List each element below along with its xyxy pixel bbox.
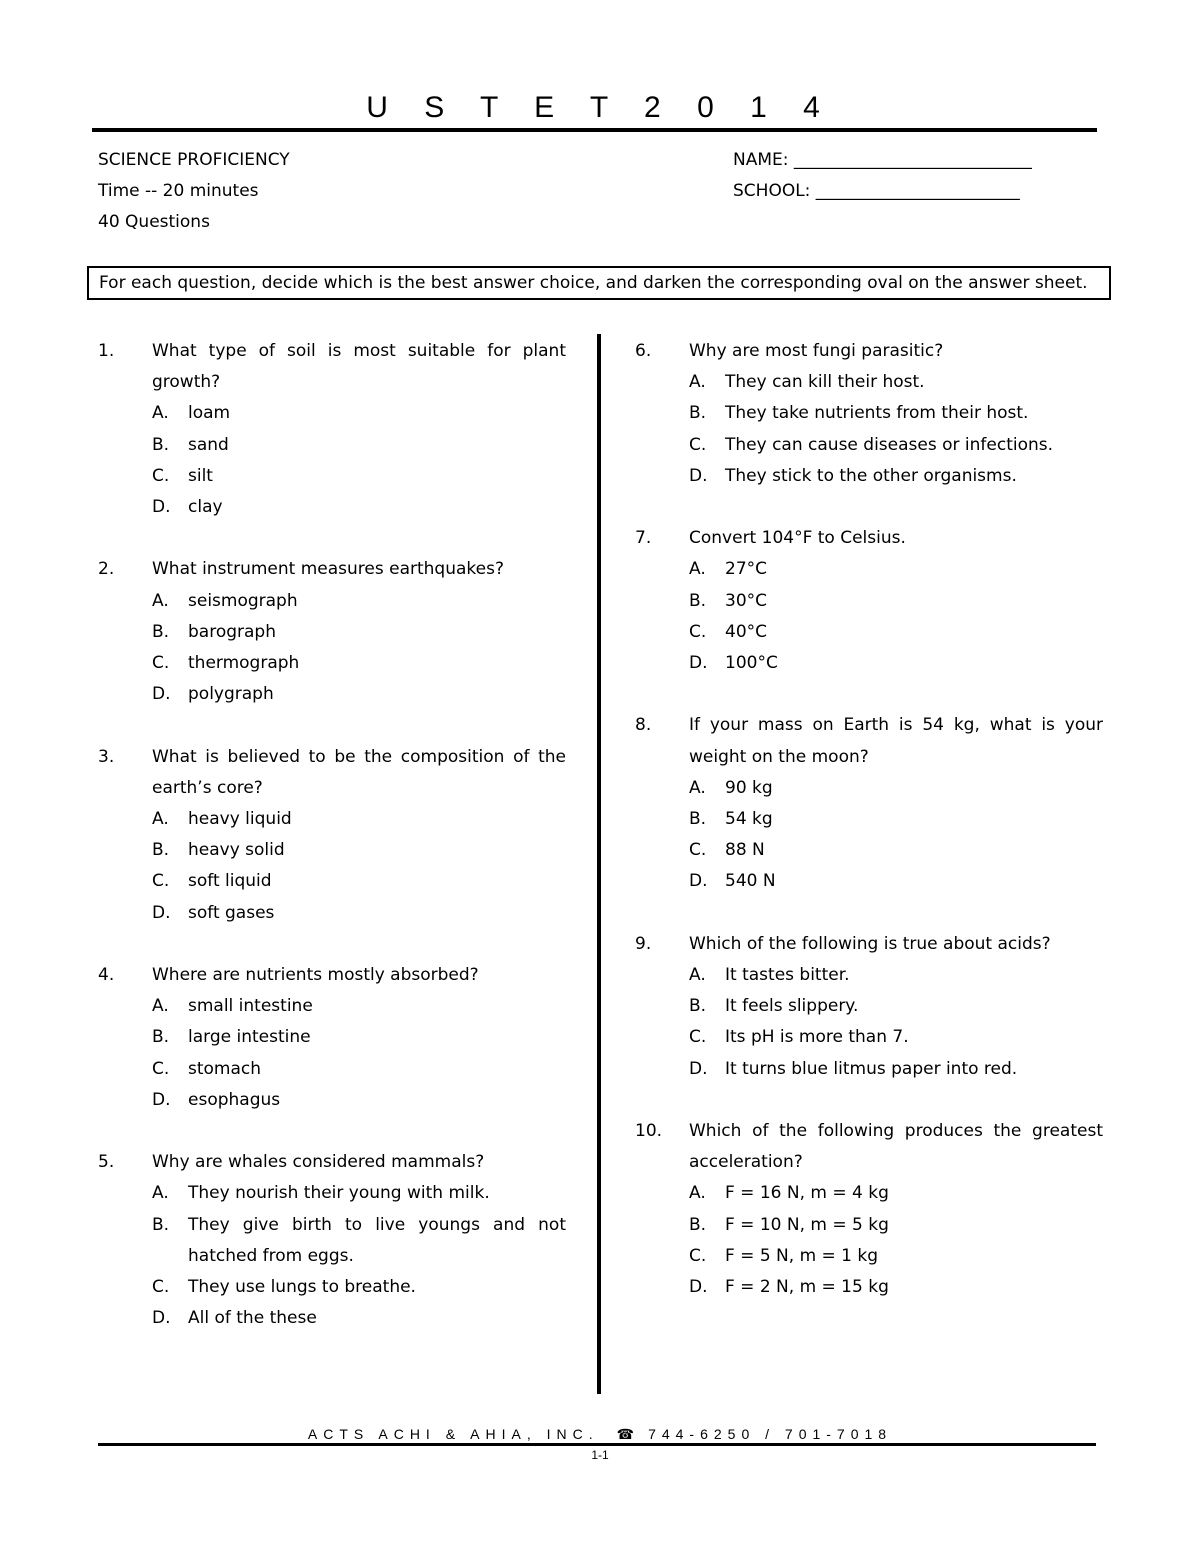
option-text: heavy solid [188,840,285,861]
answer-option [98,679,566,710]
question-text: What is believed to be the composition of the earth’s core? [152,746,566,798]
question-count-label: 40 Questions [98,212,210,232]
answer-option [98,835,566,866]
answer-option [98,1022,566,1053]
question-stem [635,1116,1103,1178]
column-divider [597,334,601,1394]
option-text: polygraph [188,684,274,705]
company-name: ACTS ACHI & AHIA, INC. [307,1426,599,1442]
option-text: They give birth to live youngs and not hatched from eggs. [188,1214,566,1266]
question-item [635,523,1103,679]
option-text: esophagus [188,1089,281,1110]
name-field: NAME: ____________________________ [733,150,1032,170]
question-text: Convert 104°F to Celsius. [689,528,906,549]
option-text: 90 kg [725,777,773,798]
option-letter: C. [689,1245,707,1266]
option-text: 540 N [725,871,776,892]
option-letter: D. [152,684,171,705]
option-letter: D. [152,902,171,923]
questions-column-right [635,336,1103,1334]
answer-option [98,617,566,648]
question-number: 10. [635,1121,663,1142]
option-letter: B. [689,403,707,424]
option-text: 100°C [725,653,778,674]
question-text: Why are whales considered mammals? [152,1152,485,1173]
option-text: 54 kg [725,809,773,830]
option-text: It tastes bitter. [725,965,850,986]
option-text: F = 5 N, m = 1 kg [725,1245,879,1266]
answer-option [635,586,1103,617]
answer-option [635,773,1103,804]
option-letter: B. [152,621,170,642]
answer-option [635,1210,1103,1241]
phone-numbers: 744-6250 / 701-7018 [648,1426,893,1442]
answer-option [635,804,1103,835]
question-text: Where are nutrients mostly absorbed? [152,965,479,986]
option-letter: D. [152,1089,171,1110]
subject-label: SCIENCE PROFICIENCY [98,150,290,170]
option-letter: A. [152,809,169,830]
option-text: soft liquid [188,871,272,892]
option-text: F = 16 N, m = 4 kg [725,1183,889,1204]
question-stem [98,960,566,991]
option-text: They can cause diseases or infections. [725,434,1054,455]
question-text: Which of the following produces the greatest acceleration? [689,1121,1103,1173]
option-letter: C. [689,434,707,455]
option-text: barograph [188,621,276,642]
option-letter: A. [152,590,169,611]
option-letter: A. [689,777,706,798]
answer-option [635,430,1103,461]
question-text: Which of the following is true about acids? [689,933,1051,954]
option-letter: C. [152,653,170,674]
title-rule [92,128,1097,132]
question-stem [98,336,566,398]
option-text: 88 N [725,840,765,861]
page-title: U S T E T 2 0 1 4 [366,91,834,124]
answer-option [98,586,566,617]
option-letter: B. [689,590,707,611]
option-text: All of the these [188,1308,317,1329]
option-letter: C. [152,871,170,892]
question-stem [98,554,566,585]
option-letter: B. [152,434,170,455]
question-item [635,1116,1103,1303]
question-number: 4. [98,965,115,986]
answer-option [98,492,566,523]
option-letter: D. [689,465,708,486]
answer-option [635,835,1103,866]
answer-option [635,991,1103,1022]
question-stem [635,710,1103,772]
school-field: SCHOOL: ________________________ [733,181,1020,201]
option-text: loam [188,403,231,424]
question-item [98,554,566,710]
answer-option [98,1303,566,1334]
option-text: small intestine [188,996,313,1017]
option-letter: A. [689,372,706,393]
option-text: clay [188,497,223,518]
answer-option [635,554,1103,585]
answer-option [635,648,1103,679]
option-letter: C. [152,465,170,486]
option-text: thermograph [188,653,300,674]
question-stem [635,929,1103,960]
question-stem [635,336,1103,367]
answer-option [98,1178,566,1209]
option-text: It turns blue litmus paper into red. [725,1058,1018,1079]
question-number: 1. [98,341,115,361]
question-number: 2. [98,559,115,580]
option-letter: B. [689,996,707,1017]
question-item [98,960,566,1116]
answer-option [635,617,1103,648]
answer-option [635,866,1103,897]
option-text: sand [188,434,229,455]
option-letter: D. [152,1308,171,1329]
question-number: 9. [635,933,652,954]
question-item [635,710,1103,897]
option-letter: B. [152,840,170,861]
option-letter: C. [152,1058,170,1079]
answer-option [635,1272,1103,1303]
option-text: stomach [188,1058,262,1079]
question-number: 7. [635,528,652,549]
option-text: F = 2 N, m = 15 kg [725,1277,889,1298]
question-number: 3. [98,746,115,767]
answer-option [635,1178,1103,1209]
option-letter: D. [689,1058,708,1079]
question-stem [98,1147,566,1178]
option-text: seismograph [188,590,298,611]
page-number: 1-1 [591,1448,609,1462]
questions-column-left [98,336,566,1366]
question-text: What type of soil is most suitable for plant growth? [152,341,566,393]
answer-option [98,430,566,461]
option-text: Its pH is more than 7. [725,1027,909,1048]
answer-option [98,1272,566,1303]
question-stem [98,742,566,804]
option-text: It feels slippery. [725,996,859,1017]
question-number: 6. [635,341,652,361]
option-letter: B. [152,1027,170,1048]
footer-contact [0,1424,1200,1444]
option-letter: C. [152,1277,170,1298]
option-text: heavy liquid [188,809,292,830]
option-letter: A. [689,965,706,986]
option-letter: C. [689,840,707,861]
answer-option [98,461,566,492]
option-letter: A. [152,1183,169,1204]
student-fields [733,145,1032,207]
option-text: silt [188,465,213,486]
question-item [635,929,1103,1085]
question-stem [635,523,1103,554]
option-letter: D. [689,653,708,674]
question-text: Why are most fungi parasitic? [689,341,944,361]
option-letter: A. [152,403,169,424]
option-text: 27°C [725,559,768,580]
option-letter: A. [152,996,169,1017]
option-letter: D. [689,871,708,892]
option-text: 30°C [725,590,768,611]
option-letter: D. [689,1277,708,1298]
answer-option [98,991,566,1022]
answer-option [98,804,566,835]
question-item [98,742,566,929]
option-letter: B. [689,809,707,830]
option-letter: A. [689,559,706,580]
option-text: 40°C [725,621,768,642]
question-item [635,336,1103,492]
answer-option [635,367,1103,398]
option-letter: A. [689,1183,706,1204]
answer-option [635,960,1103,991]
time-label: Time -- 20 minutes [98,181,259,201]
option-text: They use lungs to breathe. [188,1277,416,1298]
answer-option [635,461,1103,492]
option-text: They stick to the other organisms. [725,465,1017,486]
option-letter: B. [152,1214,170,1235]
answer-option [98,1054,566,1085]
option-text: large intestine [188,1027,311,1048]
answer-option [635,1241,1103,1272]
answer-option [635,1022,1103,1053]
answer-option [98,898,566,929]
option-letter: B. [689,1214,707,1235]
question-item [98,336,566,523]
option-text: They can kill their host. [725,372,925,393]
footer-rule [98,1443,1096,1446]
instructions-box: For each question, decide which is the best answer choice, and darken the corresponding oval on the answer sheet. [87,266,1111,300]
option-letter: D. [152,497,171,518]
exam-info [98,145,290,238]
telephone-icon: ☎ [616,1426,635,1442]
option-text: They nourish their young with milk. [188,1183,490,1204]
question-item [98,1147,566,1334]
answer-option [635,1054,1103,1085]
question-number: 8. [635,715,652,736]
answer-option [98,648,566,679]
question-text: What instrument measures earthquakes? [152,559,504,580]
answer-option [98,398,566,429]
answer-option [98,866,566,897]
answer-option [635,398,1103,429]
option-text: soft gases [188,902,275,923]
answer-option [98,1085,566,1116]
option-letter: C. [689,1027,707,1048]
option-letter: C. [689,621,707,642]
option-text: They take nutrients from their host. [725,403,1029,424]
answer-option [98,1210,566,1272]
question-text: If your mass on Earth is 54 kg, what is your weight on the moon? [689,715,1103,767]
option-text: F = 10 N, m = 5 kg [725,1214,889,1235]
question-number: 5. [98,1152,115,1173]
